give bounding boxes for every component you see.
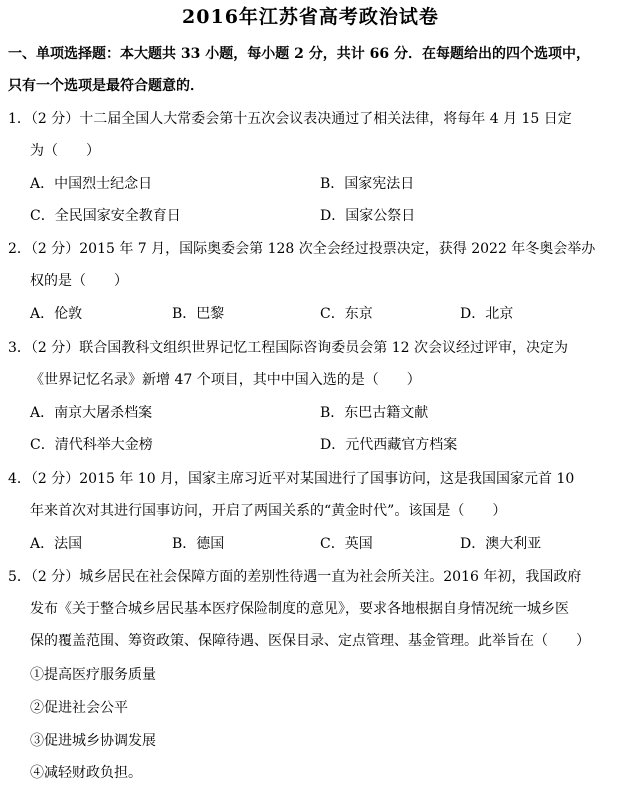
question-3-line-2: 《世界记忆名录》新增 47 个项目，其中中国入选的是（ ） [30, 372, 421, 388]
option-a[interactable]: A．南京大屠杀档案 [30, 405, 153, 421]
option-d[interactable]: D．北京 [460, 306, 514, 322]
option-c[interactable]: C．英国 [320, 536, 373, 552]
option-a[interactable]: A．伦敦 [30, 306, 83, 322]
option-b[interactable]: B．国家宪法日 [320, 176, 415, 192]
section-heading [8, 38, 613, 102]
option-b[interactable]: B．东巴古籍文献 [320, 405, 429, 421]
question-4-options [0, 528, 621, 560]
question-5-line-2: 发布《关于整合城乡居民基本医疗保险制度的意见》，要求各地根据自身情况统一城乡医 [30, 601, 569, 617]
question-5 [8, 561, 613, 657]
question-1-line-2: 为（ ） [30, 143, 100, 159]
question-3-line-1: 3．（2 分）联合国教科文组织世界记忆工程国际咨询委员会第 12 次会议经过评审，决定为 [8, 340, 568, 356]
page-title: 2016年江苏省高考政治试卷 [182, 6, 439, 28]
question-2-options [0, 298, 621, 330]
statement-3: ③促进城乡协调发展 [30, 733, 156, 749]
option-c[interactable]: C．清代科举大金榜 [30, 437, 153, 453]
option-c[interactable]: C．东京 [320, 306, 373, 322]
statement-4: ④减轻财政负担。 [30, 765, 142, 781]
section-line-2: 只有一个选项是最符合题意的． [8, 78, 204, 94]
question-3-options-row-2 [0, 429, 621, 461]
option-b[interactable]: B．德国 [172, 536, 225, 552]
question-4-line-1: 4．（2 分）2015 年 10 月，国家主席习近平对某国进行了国事访问，这是我国国家元首 10 [8, 471, 575, 487]
option-d[interactable]: D．国家公祭日 [320, 208, 416, 224]
option-c[interactable]: C．全民国家安全教育日 [30, 208, 181, 224]
question-2 [8, 233, 613, 297]
question-1 [8, 103, 613, 167]
question-1-options-row-2 [0, 200, 621, 232]
question-5-line-1: 5．（2 分）城乡居民在社会保障方面的差别性待遇一直为社会所关注。2016 年初，我国政府 [8, 569, 582, 585]
question-4 [8, 463, 613, 527]
option-b[interactable]: B．巴黎 [172, 306, 225, 322]
statement-2: ②促进社会公平 [30, 700, 128, 716]
question-3-options [0, 397, 621, 429]
statement-1: ①提高医疗服务质量 [30, 667, 156, 683]
question-5-line-3: 保的覆盖范围、筹资政策、保障待遇、医保目录、定点管理、基金管理。此举旨在（ ） [30, 633, 590, 649]
question-1-options [0, 168, 621, 200]
question-3 [8, 332, 613, 396]
option-a[interactable]: A．中国烈士纪念日 [30, 176, 153, 192]
question-4-line-2: 年来首次对其进行国事访问，开启了两国关系的“黄金时代”。该国是（ ） [30, 503, 507, 519]
question-1-line-1: 1．（2 分）十二届全国人大常委会第十五次会议表决通过了相关法律，将每年 4 月 15 日定 [8, 111, 572, 127]
option-a[interactable]: A．法国 [30, 536, 83, 552]
section-line-1: 一、单项选择题：本大题共 33 小题，每小题 2 分，共计 66 分．在每题给出的四个选项中， [8, 46, 590, 62]
question-2-line-2: 权的是（ ） [30, 273, 128, 289]
option-d[interactable]: D．澳大利亚 [460, 536, 542, 552]
question-2-line-1: 2．（2 分）2015 年 7 月，国际奥委会第 128 次全会经过投票决定，获得 2022 年冬奥会举办 [8, 241, 596, 257]
option-d[interactable]: D．元代西藏官方档案 [320, 437, 458, 453]
